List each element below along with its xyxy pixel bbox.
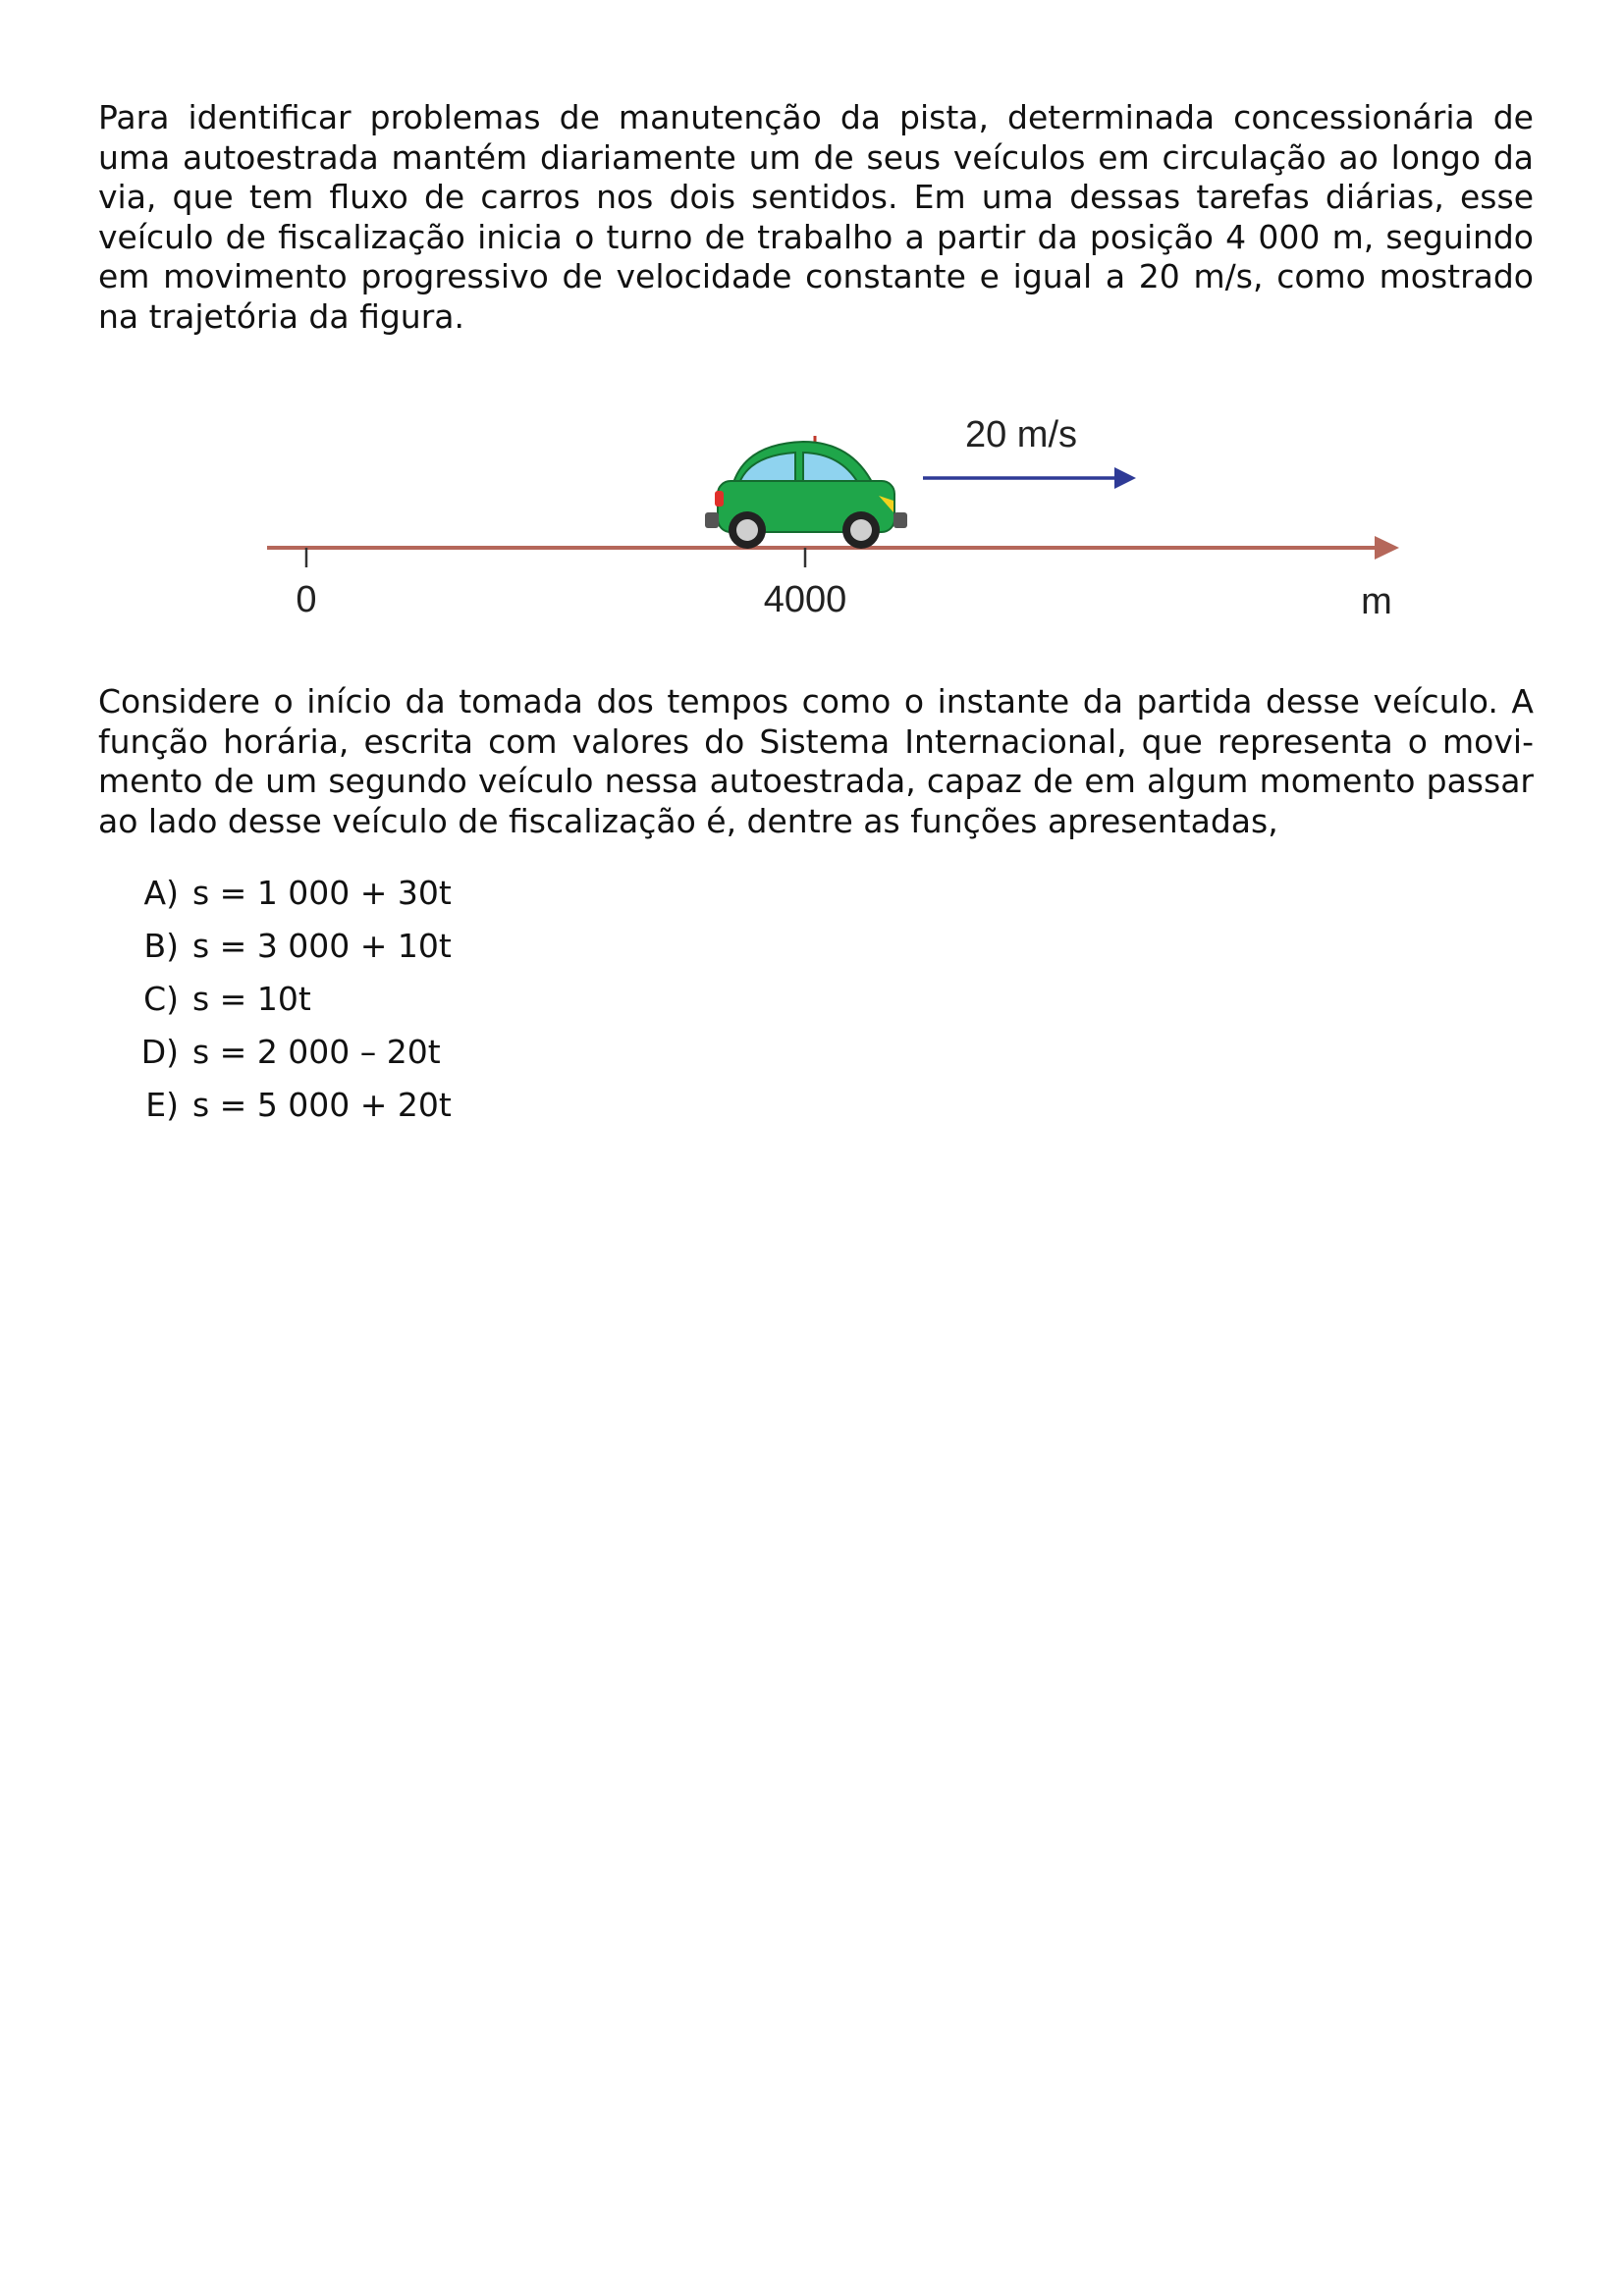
- answer-options: [126, 874, 452, 1139]
- option-text: s = 1 000 + 30t: [192, 874, 452, 912]
- option-c[interactable]: [126, 980, 452, 1033]
- trajectory-diagram: [245, 402, 1424, 638]
- option-letter: C): [143, 980, 179, 1018]
- option-letter: B): [143, 927, 179, 965]
- option-e[interactable]: [126, 1086, 452, 1139]
- car-icon: [705, 436, 907, 549]
- option-a[interactable]: [126, 874, 452, 927]
- option-letter: A): [143, 874, 179, 912]
- trajectory-figure: [245, 402, 1424, 638]
- velocity-label: 20 m/s: [964, 414, 1078, 455]
- option-text: s = 5 000 + 20t: [192, 1086, 452, 1124]
- option-b[interactable]: [126, 927, 452, 980]
- unit-label: m: [1361, 581, 1392, 622]
- question-paragraph-1: Para identificar problemas de manutenção da pista, determinada concessionária de uma autoestrada mantém diariamente um de seus veículos em circulação ao longo da via, que tem fluxo de carros nos dois sentidos. Em uma dessas tarefas diárias, esse veículo de fiscalização inicia o turno de trabalho a partir da posição 4 000 m, seguindo em movimento progressivo de velocidade constante e igual a 20 m/s, como mostrado na trajetória da figura.: [98, 98, 1534, 336]
- question-paragraph-2: Considere o início da tomada dos tempos como o instante da partida desse veículo. A função horária, escrita com valores do Sistema Internacional, que representa o movimento de um segundo veículo nessa autoestrada, capaz de em algum momento passar ao lado desse veículo de fiscalização é, dentre as funções apresentadas,: [98, 682, 1534, 840]
- option-text: s = 3 000 + 10t: [192, 927, 452, 965]
- tick-zero-label: 0: [296, 579, 317, 620]
- axis-arrowhead: [1375, 536, 1399, 560]
- option-d[interactable]: [126, 1033, 452, 1086]
- option-letter: E): [145, 1086, 179, 1124]
- tick-4000-label: 4000: [763, 579, 847, 620]
- option-text: s = 2 000 – 20t: [192, 1033, 441, 1071]
- velocity-arrowhead: [1114, 467, 1136, 489]
- option-letter: D): [140, 1033, 179, 1071]
- option-text: s = 10t: [192, 980, 311, 1018]
